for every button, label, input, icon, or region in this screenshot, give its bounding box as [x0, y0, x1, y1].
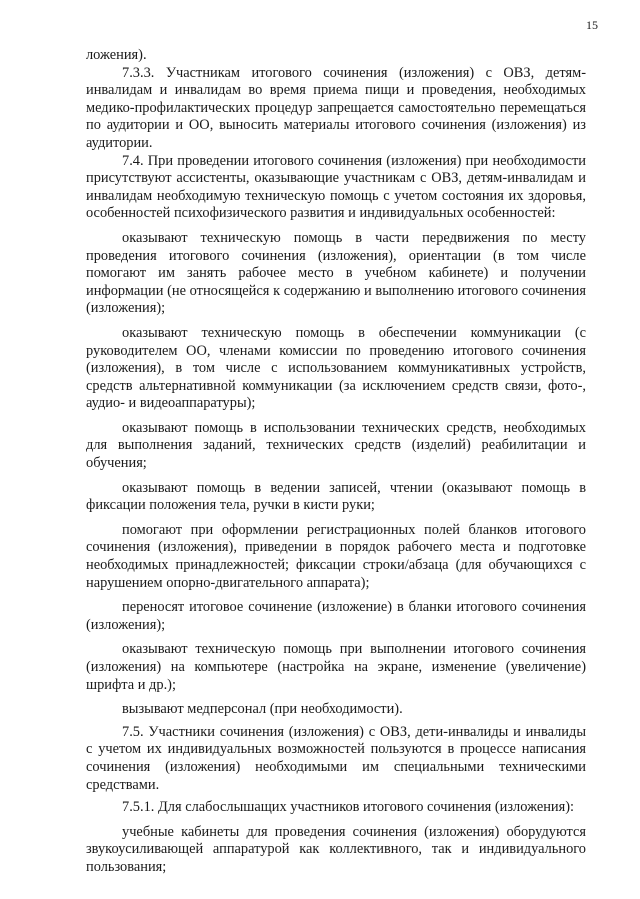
list-item: вызывают медперсонал (при необходимости).: [122, 701, 403, 718]
paragraph-7-4: 7.4. При проведении итогового сочинения (изложения) при необходимости присутствуют ассистенты, оказывающие участникам с ОВЗ, детям-инвалидам и инвалидам необходимую техническую помощь с учетом состояния их здоровья, особенностей психофизического развития и индивидуальных особенностей:: [86, 152, 586, 222]
list-item: оказывают техническую помощь при выполнении итогового сочинения (изложения) на компьютере (настройка на экране, изменение (увеличение) шрифта и др.);: [86, 641, 586, 693]
list-item: помогают при оформлении регистрационных полей бланков итогового сочинения (изложения), приведении в порядок рабочего места и подготовке необходимых принадлежностей; фиксации строки/абзаца (для обучающихся с нарушением опорно-двигательного аппарата);: [86, 521, 586, 591]
paragraph-7-5: 7.5. Участники сочинения (изложения) с ОВЗ, дети-инвалиды и инвалиды с учетом их индивидуальных возможностей пользуются в процессе написания сочинения (изложения) необходимыми им специальными техническими средствами.: [86, 723, 586, 793]
list-item: оказывают техническую помощь в части передвижения по месту проведения итогового сочинения (изложения), ориентации (в том числе помогают им занять рабочее место в учебном кабинете) и получении информации (не относящейся к содержанию и выполнению итогового сочинения (изложения);: [86, 229, 586, 317]
list-item: оказывают помощь в использовании технических средств, необходимых для выполнения заданий, технических средств (изделий) реабилитации и обучения;: [86, 419, 586, 472]
paragraph-7-3-3: 7.3.3. Участникам итогового сочинения (изложения) с ОВЗ, детям-инвалидам и инвалидам во время приема пищи и проведения, необходимых медико-профилактических процедур запрещается самостоятельно перемещаться по аудитории и ОО, выносить материалы итогового сочинения (изложения) из аудитории.: [86, 64, 586, 151]
page-number: 15: [586, 18, 598, 32]
list-item: оказывают техническую помощь в обеспечении коммуникации (с руководителем ОО, членами комиссии по проведению итогового сочинения (изложения), в том числе с использованием коммуникативных устройств, средств альтернативной коммуникации (за исключением средств связи, фото-, аудио- и видеоаппаратуры);: [86, 324, 586, 412]
list-item: оказывают помощь в ведении записей, чтении (оказывают помощь в фиксации положения тела, ручки в кисти руки;: [86, 479, 586, 514]
paragraph-continuation: ложения).: [86, 47, 147, 63]
document-body: [86, 47, 586, 877]
paragraph-7-5-1: 7.5.1. Для слабослышащих участников итогового сочинения (изложения):: [122, 799, 575, 816]
list-item: переносят итоговое сочинение (изложение) в бланки итогового сочинения (изложения);: [86, 599, 586, 633]
list-item: учебные кабинеты для проведения сочинения (изложения) оборудуются звукоусиливающей аппаратурой как коллективного, так и индивидуального пользования;: [86, 823, 586, 875]
